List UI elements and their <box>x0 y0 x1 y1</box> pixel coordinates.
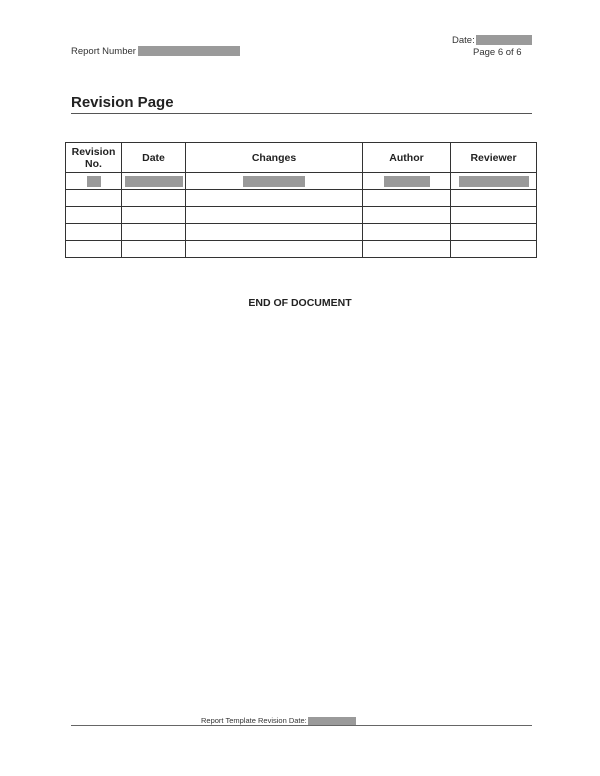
header-author: Author <box>363 143 451 173</box>
report-number-label: Report Number <box>71 46 136 57</box>
header-reviewer: Reviewer <box>451 143 537 173</box>
cell-reviewer <box>451 173 537 190</box>
table-row <box>66 207 537 224</box>
date-label: Date: <box>452 35 475 46</box>
page-number: Page 6 of 6 <box>473 47 522 58</box>
title-divider <box>71 113 532 114</box>
page-title: Revision Page <box>71 94 174 111</box>
header-revision-no: Revision No. <box>66 143 122 173</box>
date-redaction <box>476 35 532 45</box>
header-changes: Changes <box>186 143 363 173</box>
date-cell-redaction <box>125 176 183 187</box>
report-number <box>71 46 240 57</box>
footer-divider <box>71 725 532 726</box>
cell-revision-no <box>66 173 122 190</box>
cell-date <box>122 173 186 190</box>
report-number-redaction <box>138 46 240 56</box>
cell-changes <box>186 173 363 190</box>
changes-redaction <box>243 176 305 187</box>
table-row <box>66 190 537 207</box>
table-header-row <box>66 143 537 173</box>
table-row <box>66 241 537 258</box>
table-row <box>66 224 537 241</box>
reviewer-redaction <box>459 176 529 187</box>
author-redaction <box>384 176 430 187</box>
footer-label: Report Template Revision Date: <box>201 716 307 725</box>
table-row <box>66 173 537 190</box>
end-of-document: END OF DOCUMENT <box>248 297 352 309</box>
revision-table <box>65 142 537 258</box>
cell-author <box>363 173 451 190</box>
report-date <box>452 35 532 46</box>
revision-no-redaction <box>87 176 101 187</box>
header-date: Date <box>122 143 186 173</box>
